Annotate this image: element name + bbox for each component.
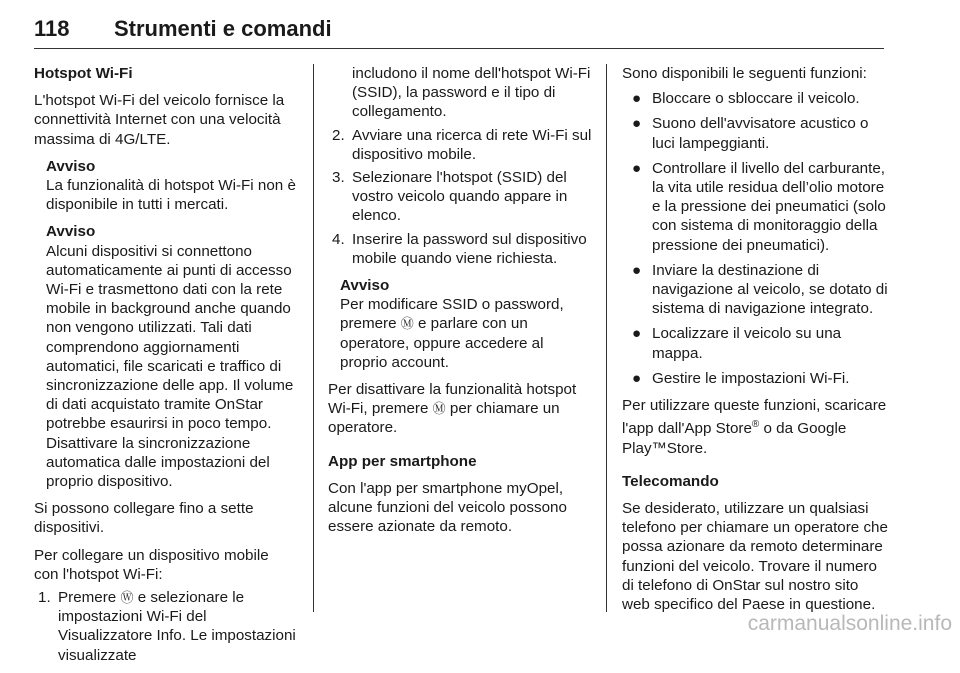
text-part: o da Google Play™Store. bbox=[622, 420, 847, 457]
note-availability bbox=[34, 157, 296, 215]
bullet-icon: ● bbox=[632, 90, 642, 108]
connect-intro: Per collegare un dispositivo mobile con l'hotspot Wi-Fi: bbox=[34, 546, 269, 583]
list-item bbox=[622, 114, 888, 152]
note-text: Alcuni dispositivi si connettono automaticamente ai punti di accesso Wi-Fi e trasmettono dati con la rete mobile in background anche quando non vengono utilizzati. Tali dati comprendono aggiornamenti automatici, file scaricati e traffico di sincronizzazione delle app. Il volume di dati acquistato tramite OnStar potrebbe esaurirsi in poco tempo. Disattivare la sincronizzazione automatica dalle impostazioni del proprio dispositivo. bbox=[46, 242, 294, 491]
step-text: Premere bbox=[58, 589, 121, 607]
list-item bbox=[622, 369, 888, 388]
list-item-text: Suono dell'avvisatore acustico o luci lampeggianti. bbox=[652, 115, 869, 152]
list-item-text: Controllare il livello del carburante, la vita utile residua dell’olio motore e la pressione dei pneumatici (solo con sistema di monitoraggio della pressione dei pneumatici). bbox=[652, 159, 886, 254]
note-text: La funzionalità di hotspot Wi-Fi non è disponibile in tutti i mercati. bbox=[46, 177, 296, 214]
step-text: Avviare una ricerca di rete Wi-Fi sul dispositivo mobile. bbox=[352, 126, 592, 163]
column-3 bbox=[622, 64, 888, 622]
header-rule bbox=[34, 48, 884, 49]
page-header bbox=[34, 12, 884, 50]
note-text-part: e parlare con un operatore, oppure accedere al proprio account. bbox=[340, 315, 544, 371]
list-item-text: Gestire le impostazioni Wi-Fi. bbox=[652, 369, 850, 387]
list-item bbox=[622, 89, 888, 108]
onstar-button-icon: Ⓜ bbox=[432, 401, 446, 417]
app-heading: App per smartphone bbox=[328, 452, 477, 470]
functions-intro: Sono disponibili le seguenti funzioni: bbox=[622, 65, 867, 82]
step-text: Inserire la password sul dispositivo mobile quando viene richiesta. bbox=[352, 230, 587, 267]
column-divider-right bbox=[606, 64, 607, 612]
wifi-button-icon: Ⓦ bbox=[120, 590, 134, 606]
section-title: Strumenti e comandi bbox=[114, 16, 332, 41]
registered-mark: ® bbox=[751, 419, 760, 431]
list-item-text: Inviare la destinazione di navigazione al veicolo, se dotato di sistema di navigazione integrato. bbox=[652, 261, 888, 318]
disable-hotspot-text bbox=[328, 380, 592, 438]
step-number: 3. bbox=[332, 169, 345, 187]
step-item bbox=[328, 126, 592, 164]
list-item-text: Bloccare o sbloccare il veicolo. bbox=[652, 90, 860, 108]
hotspot-heading: Hotspot Wi-Fi bbox=[34, 65, 133, 82]
step-item bbox=[34, 588, 296, 665]
bullet-icon: ● bbox=[632, 261, 642, 279]
step-number: 1. bbox=[38, 589, 51, 607]
note-data-usage bbox=[34, 222, 296, 491]
note-title: Avviso bbox=[46, 223, 96, 241]
bullet-icon: ● bbox=[632, 115, 642, 133]
step-text: e selezionare le impostazioni Wi-Fi del Visualizzatore Info. Le impostazioni visualizzate bbox=[58, 589, 296, 664]
step-continuation: includono il nome dell'hotspot Wi-Fi (SSID), la password e il tipo di collegamento. bbox=[352, 65, 591, 121]
bullet-icon: ● bbox=[632, 369, 642, 387]
onstar-button-icon: Ⓜ bbox=[400, 316, 414, 332]
text-part: Per disattivare la funzionalità hotspot Wi-Fi, premere bbox=[328, 381, 577, 418]
note-change-credentials bbox=[328, 276, 592, 372]
hotspot-intro: L'hotspot Wi-Fi del veicolo fornisce la connettività Internet con una velocità massima di 4G/LTE. bbox=[34, 92, 285, 148]
text-part: Per utilizzare queste funzioni, scaricare l'app dall'App Store bbox=[622, 397, 887, 438]
device-count-text: Si possono collegare fino a sette dispositivi. bbox=[34, 500, 254, 537]
step-text: Selezionare l'hotspot (SSID) del vostro veicolo quando appare in elenco. bbox=[352, 169, 568, 225]
list-item bbox=[622, 261, 888, 319]
column-1 bbox=[34, 64, 296, 673]
bullet-icon: ● bbox=[632, 159, 642, 177]
functions-list bbox=[622, 89, 888, 388]
connect-steps bbox=[34, 588, 296, 665]
list-item-text: Localizzare il veicolo su una mappa. bbox=[652, 325, 842, 362]
connect-steps-cont bbox=[328, 126, 592, 268]
bullet-icon: ● bbox=[632, 325, 642, 343]
note-text-part: Per modificare SSID o password, premere bbox=[340, 296, 564, 333]
text-part: per chiamare un operatore. bbox=[328, 400, 560, 437]
watermark: carmanualsonline.info bbox=[747, 612, 952, 635]
column-2 bbox=[328, 64, 592, 544]
step-item bbox=[328, 230, 592, 268]
step-number: 2. bbox=[332, 126, 345, 144]
download-app-text bbox=[622, 396, 888, 458]
list-item bbox=[622, 159, 888, 255]
note-title: Avviso bbox=[340, 277, 390, 295]
note-text bbox=[340, 295, 592, 372]
page-number: 118 bbox=[34, 16, 70, 41]
step-number: 4. bbox=[332, 230, 345, 248]
step-item bbox=[328, 168, 592, 226]
remote-heading: Telecomando bbox=[622, 472, 719, 490]
list-item bbox=[622, 324, 888, 362]
note-title: Avviso bbox=[46, 157, 96, 175]
column-divider-left bbox=[313, 64, 314, 612]
remote-text: Se desiderato, utilizzare un qualsiasi telefono per chiamare un operatore che possa azionare da remoto determinare funzioni del veicolo. Trovare il numero di telefono di OnStar sul nostro sito web specifico del Paese in questione. bbox=[622, 499, 888, 613]
app-text: Con l'app per smartphone myOpel, alcune funzioni del veicolo possono essere azionate da remoto. bbox=[328, 479, 567, 536]
